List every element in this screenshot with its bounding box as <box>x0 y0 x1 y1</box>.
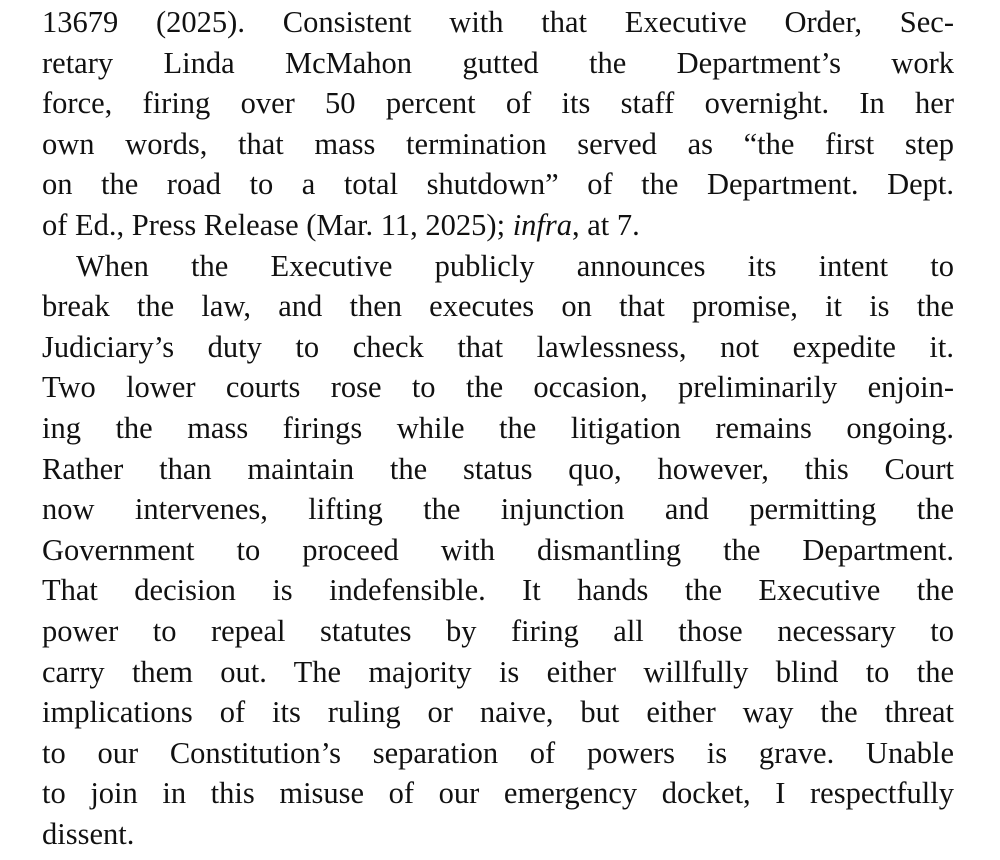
text-line: to our Constitution’s separation of powers is grave. Unable <box>42 735 954 770</box>
text-line: retary Linda McMahon gutted the Department’s work <box>42 45 954 80</box>
text-line: break the law, and then executes on that promise, it is the <box>42 289 954 324</box>
paragraph-continuation <box>42 2 954 246</box>
text-line: That decision is indefensible. It hands the Executive the <box>42 573 954 608</box>
text-line: to join in this misuse of our emergency docket, I respectfully <box>42 776 954 811</box>
citation-text: of Ed., Press Release (Mar. 11, 2025); <box>42 207 513 242</box>
text-line: carry them out. The majority is either willfully blind to the <box>42 654 954 689</box>
text-line: When the Executive publicly announces its intent to <box>76 248 954 283</box>
opinion-text-page <box>42 2 954 854</box>
text-line: Rather than maintain the status quo, however, this Court <box>42 451 954 486</box>
text-line: implications of its ruling or naive, but either way the threat <box>42 695 954 730</box>
text-line: power to repeal statutes by firing all those necessary to <box>42 613 954 648</box>
paragraph-conclusion <box>42 246 954 855</box>
text-line: own words, that mass termination served as “the first step <box>42 126 954 161</box>
text-line: dissent. <box>42 816 135 851</box>
text-line: ing the mass firings while the litigation remains ongoing. <box>42 410 954 445</box>
text-line: on the road to a total shutdown” of the Department. Dept. <box>42 167 954 202</box>
text-line: Judiciary’s duty to check that lawlessness, not expedite it. <box>42 329 954 364</box>
text-line: force, firing over 50 percent of its staff overnight. In her <box>42 86 954 121</box>
text-line: 13679 (2025). Consistent with that Executive Order, Sec- <box>42 5 954 39</box>
text-line: now intervenes, lifting the injunction and permitting the <box>42 492 954 527</box>
citation-signal-italic: infra <box>512 207 573 242</box>
text-line: Government to proceed with dismantling the Department. <box>42 532 954 567</box>
text-line: Two lower courts rose to the occasion, preliminarily enjoin- <box>42 370 954 405</box>
text-line-citation <box>42 205 954 246</box>
citation-pin: , at 7. <box>572 207 640 242</box>
